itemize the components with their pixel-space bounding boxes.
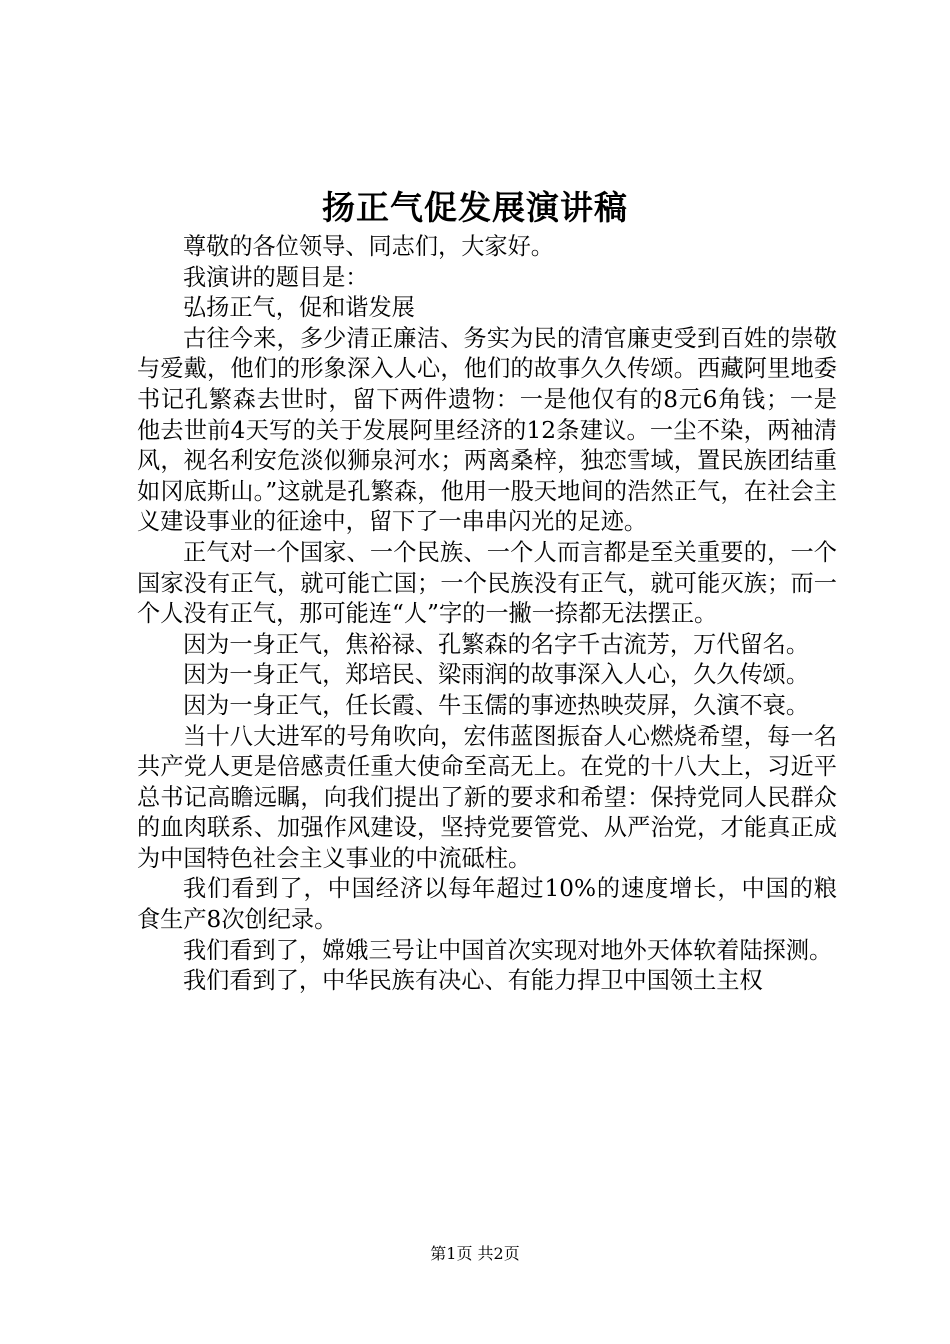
paragraph: 我们看到了，中华民族有决心、有能力捍卫中国领土主权 [183,967,763,995]
document-title: 扬正气促发展演讲稿 [322,188,628,227]
paragraph-topic-intro: 我演讲的题目是： [183,263,369,291]
paragraph: 因为一身正气，任长霞、牛玉儒的事迹热映荧屏，久演不衰。 [183,691,810,719]
paragraph: 古往今来，多少清正廉洁、务实为民的清官廉吏受到百姓的崇敬与爱戴，他们的形象深入人心，他们的故事久久传颂。西藏阿里地委书记孔繁森去世时，留下两件遗物：一是他仅有的8元6角钱；一是他去世前4天写的关于发展阿里经济的12条建议。一尘不染，两袖清风，视名利安危淡似狮泉河水；两离桑梓，独恋雪域，置民族团结重如冈底斯山。”这就是孔繁森，他用一股天地间的浩然正气，在社会主义建设事业的征途中，留下了一串串闪光的足迹。 [137,324,837,536]
page-number-footer: 第1页 共2页 [430,1244,520,1263]
paragraph-topic: 弘扬正气，促和谐发展 [183,294,415,322]
paragraph: 当十八大进军的号角吹向，宏伟蓝图振奋人心燃烧希望，每一名共产党人更是倍感责任重大使命至高无上。在党的十八大上，习近平总书记高瞻远瞩，向我们提出了新的要求和希望：保持党同人民群众的血肉联系、加强作风建设，坚持党要管党、从严治党，才能真正成为中国特色社会主义事业的中流砥柱。 [137,722,837,872]
paragraph: 因为一身正气，郑培民、梁雨润的故事深入人心，久久传颂。 [183,661,810,689]
paragraph-greeting: 尊敬的各位领导、同志们，大家好。 [183,233,554,260]
paragraph: 正气对一个国家、一个民族、一个人而言都是至关重要的，一个国家没有正气，就可能亡国；一个民族没有正气，就可能灭族；而一个人没有正气，那可能连“人”字的一撇一捺都无法摆正。 [137,538,837,628]
paragraph: 我们看到了，嫦娥三号让中国首次实现对地外天体软着陆探测。 [183,936,833,964]
document-body [137,232,837,997]
paragraph: 我们看到了，中国经济以每年超过10%的速度增长，中国的粮食生产8次创纪录。 [137,875,837,934]
paragraph: 因为一身正气，焦裕禄、孔繁森的名字千古流芳，万代留名。 [183,630,810,658]
